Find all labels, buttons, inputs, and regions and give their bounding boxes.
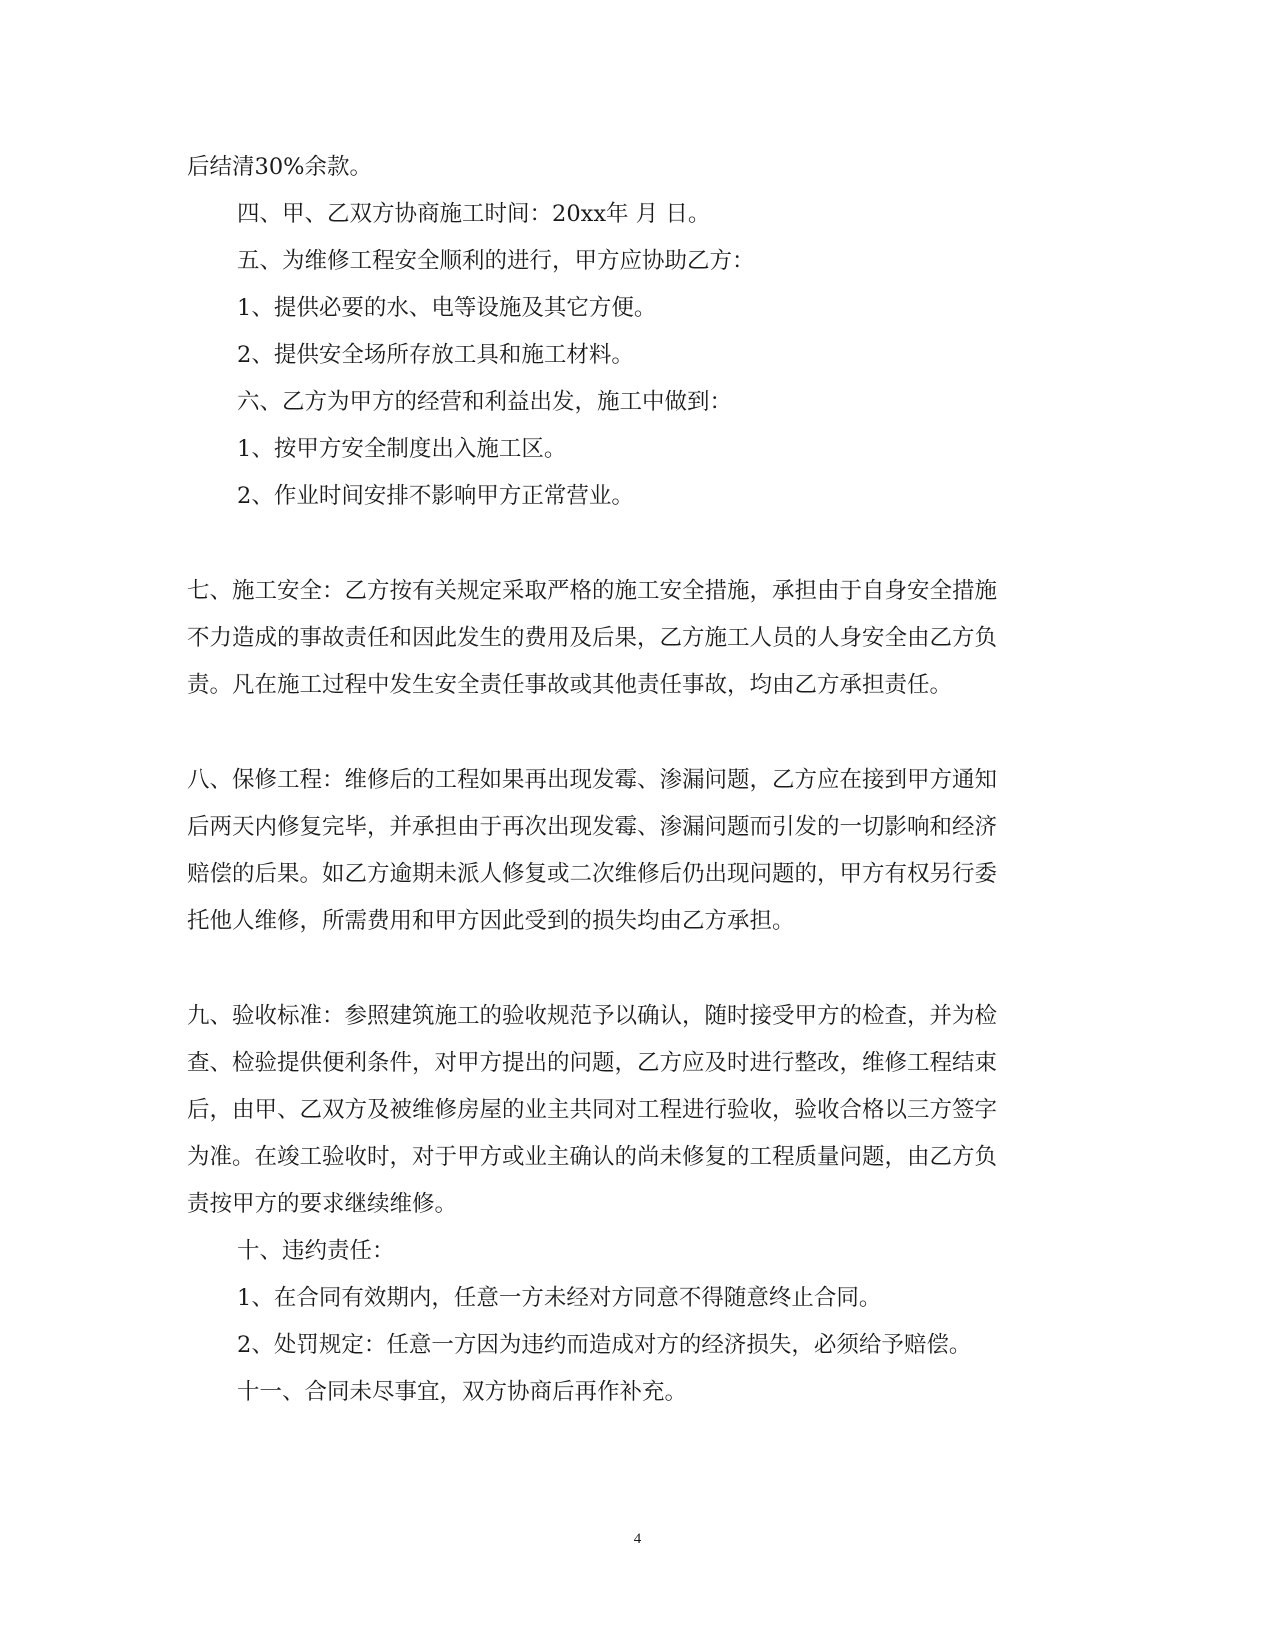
text-line: 查、检验提供便利条件，对甲方提出的问题，乙方应及时进行整改，维修工程结束 — [187, 1050, 998, 1076]
text-line: 八、保修工程：维修后的工程如果再出现发霉、渗漏问题，乙方应在接到甲方通知 — [187, 767, 998, 793]
text-line: 不力造成的事故责任和因此发生的费用及后果，乙方施工人员的人身安全由乙方负 — [187, 625, 998, 651]
text-line: 六、乙方为甲方的经营和利益出发，施工中做到： — [237, 389, 733, 415]
text-line: 责。凡在施工过程中发生安全责任事故或其他责任事故，均由乙方承担责任。 — [187, 672, 953, 698]
text-line: 责按甲方的要求继续维修。 — [187, 1191, 458, 1217]
text-line: 十、违约责任： — [237, 1238, 395, 1264]
text-line: 后两天内修复完毕，并承担由于再次出现发霉、渗漏问题而引发的一切影响和经济 — [187, 814, 998, 840]
text-line: 五、为维修工程安全顺利的进行，甲方应协助乙方： — [237, 248, 755, 274]
text-line: 七、施工安全：乙方按有关规定采取严格的施工安全措施，承担由于自身安全措施 — [187, 578, 998, 604]
text-line: 2、作业时间安排不影响甲方正常营业。 — [237, 483, 634, 509]
text-line: 后，由甲、乙双方及被维修房屋的业主共同对工程进行验收，验收合格以三方签字 — [187, 1097, 998, 1123]
text-line: 1、按甲方安全制度出入施工区。 — [237, 436, 567, 462]
text-line: 九、验收标准：参照建筑施工的验收规范予以确认，随时接受甲方的检查，并为检 — [187, 1003, 998, 1029]
text-line: 赔偿的后果。如乙方逾期未派人修复或二次维修后仍出现问题的，甲方有权另行委 — [187, 861, 998, 887]
text-line: 2、处罚规定：任意一方因为违约而造成对方的经济损失，必须给予赔偿。 — [237, 1332, 972, 1358]
text-line: 1、在合同有效期内，任意一方未经对方同意不得随意终止合同。 — [237, 1285, 882, 1311]
text-line: 2、提供安全场所存放工具和施工材料。 — [237, 342, 634, 368]
text-line: 1、提供必要的水、电等设施及其它方便。 — [237, 295, 657, 321]
text-line: 十一、合同未尽事宜，双方协商后再作补充。 — [237, 1379, 688, 1405]
text-line: 托他人维修，所需费用和甲方因此受到的损失均由乙方承担。 — [187, 908, 795, 934]
text-line: 为准。在竣工验收时，对于甲方或业主确认的尚未修复的工程质量问题，由乙方负 — [187, 1144, 998, 1170]
text-line: 后结清30%余款。 — [187, 154, 373, 180]
page-number: 4 — [633, 1531, 642, 1547]
text-line: 四、甲、乙双方协商施工时间：20xx年 月 日。 — [237, 201, 711, 227]
